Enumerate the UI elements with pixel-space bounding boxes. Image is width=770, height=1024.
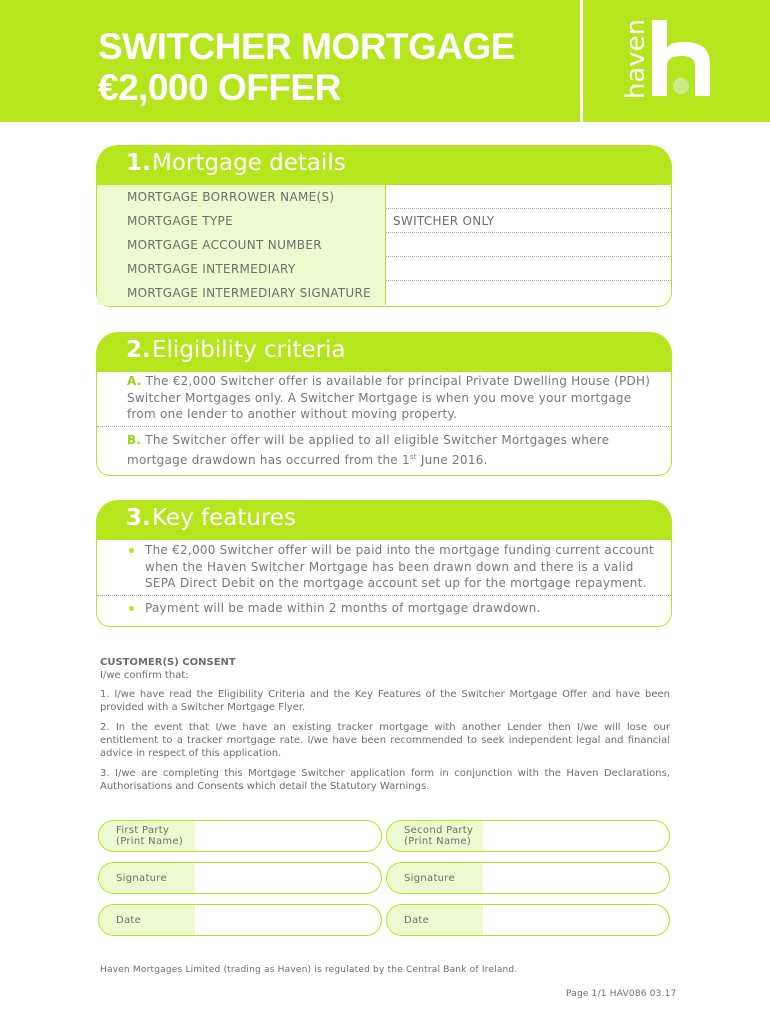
first-party-name-field[interactable] xyxy=(98,820,382,852)
consent-item-3: 3. I/we are completing this Mortgage Switcher application form in conjunction with the Haven Declarations, Authorisations and Consents which detail the Statutory Warnings. xyxy=(100,768,670,793)
item-text: The €2,000 Switcher offer is available for principal Private Dwelling House (PDH) Switcher Mortgages only. A Switcher Mortgage is when you move your mortgage from one lender to another without moving property. xyxy=(127,374,651,421)
divider xyxy=(97,426,671,427)
section-title: Eligibility criteria xyxy=(152,337,346,363)
table-row xyxy=(97,281,671,305)
column-divider xyxy=(385,185,386,209)
field-label: Date xyxy=(387,905,483,935)
consent-item-2: 2. In the event that I/we have an existing tracker mortgage with another Lender then I/we will lose our entitlement to a tracker mortgage rate. I/we have been recommended to seek independent legal and financial advice in respect of this application. xyxy=(100,722,670,760)
section-number: 3. xyxy=(126,505,151,531)
section-header xyxy=(96,500,672,540)
item-sup: st xyxy=(409,452,417,461)
section-number: 1. xyxy=(126,150,151,176)
section-mortgage-details xyxy=(96,145,672,307)
page-header xyxy=(0,0,770,122)
haven-h-logo-icon xyxy=(652,20,710,96)
list-item xyxy=(127,542,667,592)
eligibility-item-b xyxy=(127,432,657,468)
consent-item-1: 1. I/we have read the Eligibility Criteria and the Key Features of the Switcher Mortgage Offer and have been provided with a Switcher Mortgage Flyer. xyxy=(100,689,670,714)
column-divider xyxy=(385,209,386,233)
eligibility-body xyxy=(96,372,672,476)
bullet-icon xyxy=(129,606,134,611)
section-title: Mortgage details xyxy=(152,150,346,176)
first-party-date-field[interactable] xyxy=(98,904,382,936)
item-text-end: June 2016. xyxy=(416,452,488,467)
field-label: Signature xyxy=(387,863,483,893)
field-label: Signature xyxy=(99,863,195,893)
table-row xyxy=(97,233,671,257)
field-label: Second Party (Print Name) xyxy=(387,821,483,851)
key-features-body xyxy=(96,540,672,627)
list-item-text: Payment will be made within 2 months of mortgage drawdown. xyxy=(145,601,541,615)
column-divider xyxy=(385,281,386,305)
field-label: First Party (Print Name) xyxy=(99,821,195,851)
section-header xyxy=(96,332,672,372)
field-label: MORTGAGE BORROWER NAME(S) xyxy=(97,185,385,209)
brand-wordmark: haven xyxy=(621,18,651,100)
field-label: MORTGAGE TYPE xyxy=(97,209,385,233)
second-party-date-field[interactable] xyxy=(386,904,670,936)
first-party-signature-field[interactable] xyxy=(98,862,382,894)
section-title: Key features xyxy=(152,505,297,531)
list-item-text: The €2,000 Switcher offer will be paid into the mortgage funding current account when the Haven Switcher Mortgage has been drawn down and there is a valid SEPA Direct Debit on the mortgage account set up for the mortgage repayment. xyxy=(145,543,654,590)
title-line-1: SWITCHER MORTGAGE xyxy=(98,26,515,67)
page-number: Page 1/1 HAV086 03.17 xyxy=(566,989,677,999)
section-eligibility xyxy=(96,332,672,476)
section-number: 2. xyxy=(126,337,151,363)
column-divider xyxy=(385,257,386,281)
consent-intro: I/we confirm that: xyxy=(100,670,189,681)
divider xyxy=(97,595,671,596)
second-party-signature-field[interactable] xyxy=(386,862,670,894)
table-row xyxy=(97,257,671,281)
section-header xyxy=(96,145,672,185)
consent-heading: CUSTOMER(S) CONSENT xyxy=(100,657,236,668)
item-text: The Switcher offer will be applied to all eligible Switcher Mortgages where mortgage drawdown has occurred from the 1 xyxy=(127,433,610,467)
list-item xyxy=(127,600,667,617)
eligibility-item-a xyxy=(127,373,657,423)
column-divider xyxy=(385,233,386,257)
item-key: A. xyxy=(127,374,142,388)
field-label: MORTGAGE ACCOUNT NUMBER xyxy=(97,233,385,257)
field-label: MORTGAGE INTERMEDIARY xyxy=(97,257,385,281)
title-line-2: €2,000 OFFER xyxy=(98,67,341,108)
field-label: MORTGAGE INTERMEDIARY SIGNATURE xyxy=(97,281,385,305)
header-divider xyxy=(580,0,583,122)
table-row xyxy=(97,209,671,233)
item-key: B. xyxy=(127,433,142,447)
bullet-icon xyxy=(129,548,134,553)
second-party-name-field[interactable] xyxy=(386,820,670,852)
page-title xyxy=(98,26,515,108)
regulatory-footer: Haven Mortgages Limited (trading as Haven) is regulated by the Central Bank of Ireland. xyxy=(100,965,518,975)
section-key-features xyxy=(96,500,672,627)
mortgage-type-value: SWITCHER ONLY xyxy=(393,214,495,228)
mortgage-details-table xyxy=(96,185,672,307)
field-label: Date xyxy=(99,905,195,935)
table-row xyxy=(97,185,671,209)
